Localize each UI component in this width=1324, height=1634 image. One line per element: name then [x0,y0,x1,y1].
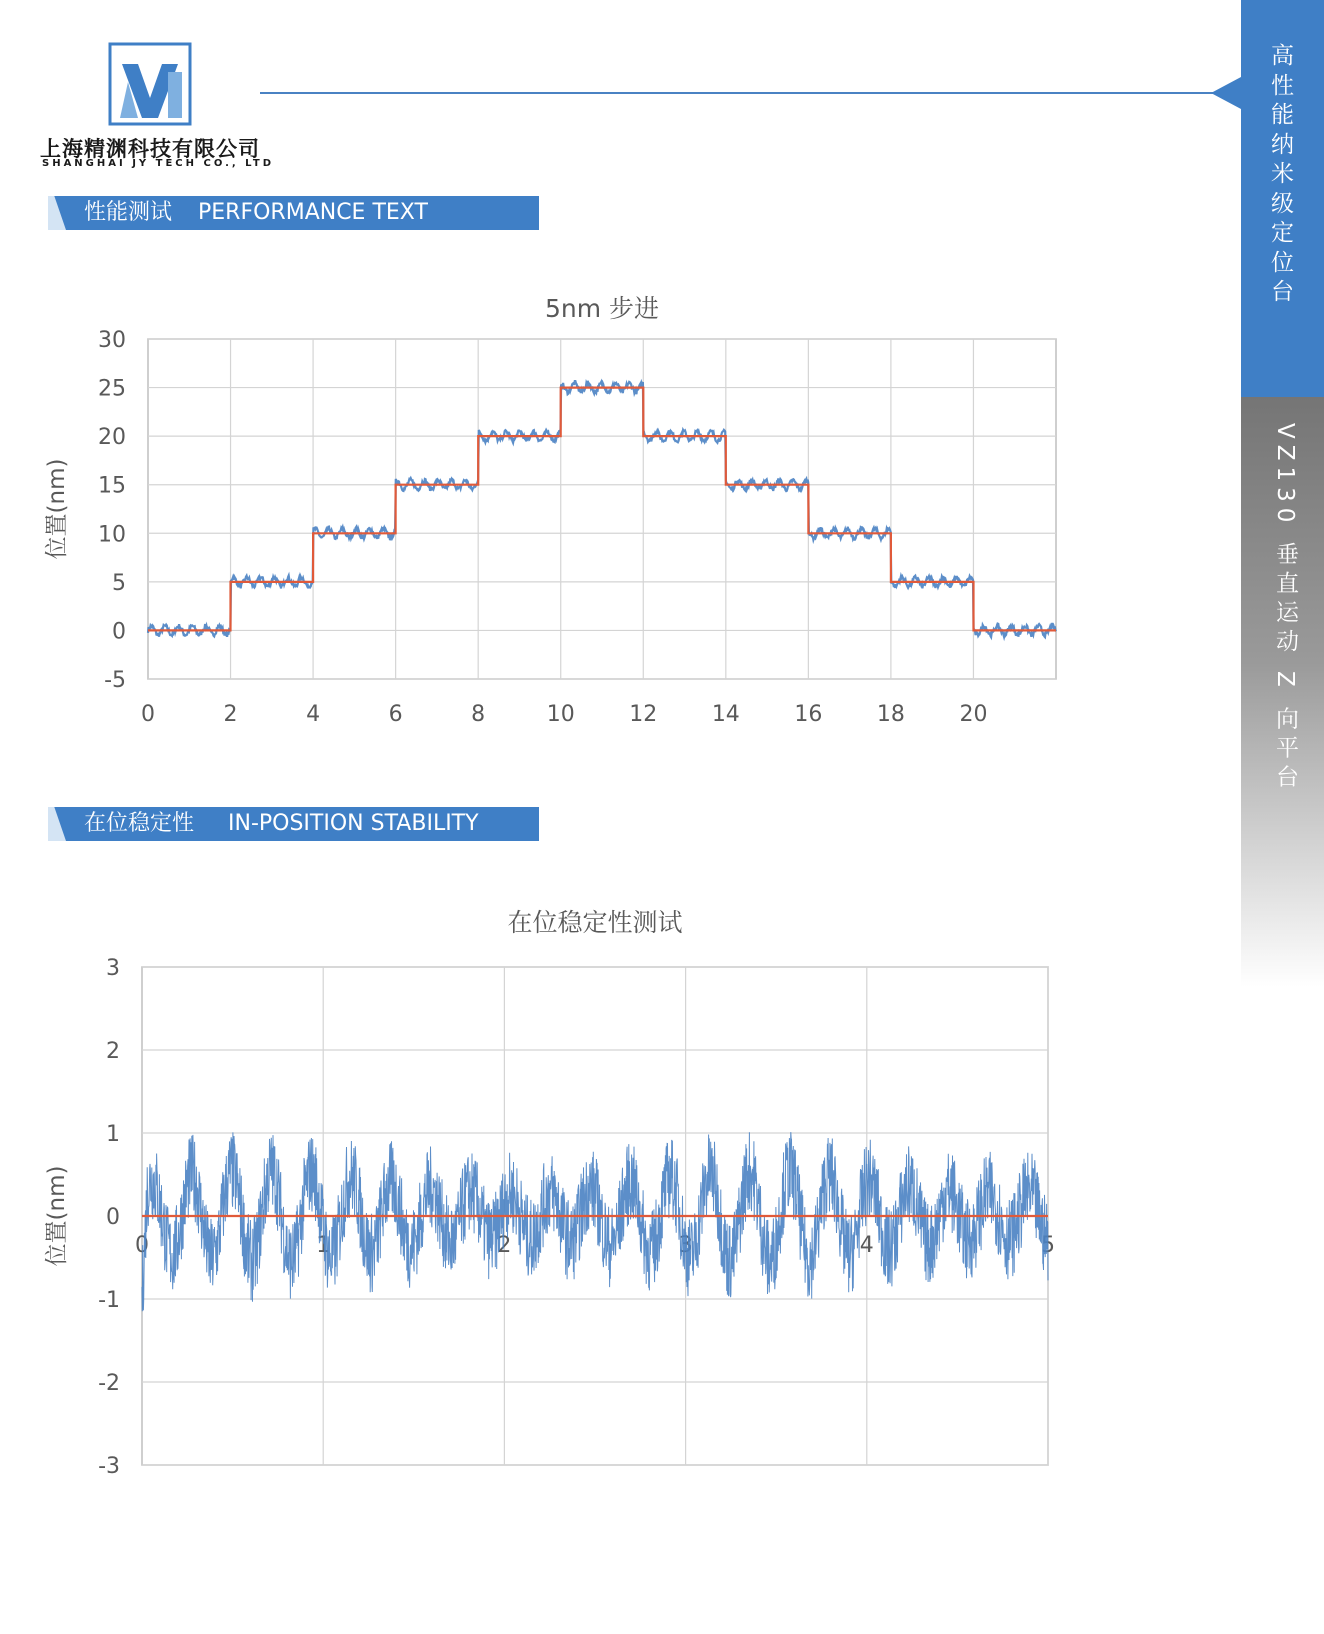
company-logo [40,38,275,173]
x-tick-label: 10 [546,702,575,727]
side-tab-char: 高 [1271,43,1294,69]
x-tick-label: 0 [135,1233,149,1258]
x-tick-label: 2 [223,702,238,727]
side-tab-category [1241,0,1324,397]
y-tick-label: -2 [98,1371,120,1396]
x-tick-label: 12 [629,702,658,727]
y-tick-label: -5 [104,668,126,693]
side-tab-char: 米 [1271,161,1294,187]
section-title-cn: 性能测试 [84,200,173,225]
y-axis-label: 位置(nm) [44,458,70,560]
side-tab-char: 台 [1271,279,1294,305]
section-header-stability [48,807,539,841]
side-tab-char: 能 [1271,102,1294,128]
x-tick-label: 20 [959,702,988,727]
section-title-cn: 在位稳定性 [84,811,195,836]
step-response-chart [40,285,1100,755]
header-arrow-icon [1211,77,1241,109]
y-tick-label: 15 [98,473,126,499]
y-tick-label: 2 [106,1039,120,1064]
y-tick-label: 0 [106,1205,120,1230]
x-tick-label: 3 [678,1233,693,1258]
side-tab-char: 性 [1271,72,1294,99]
x-tick-label: 2 [497,1233,512,1258]
y-tick-label: 0 [112,619,126,645]
y-axis-label: 位置(nm) [44,1165,70,1267]
x-tick-label: 14 [711,702,740,727]
section-title-en: IN-POSITION STABILITY [228,811,479,836]
section-title-en: PERFORMANCE TEXT [198,200,428,225]
x-tick-label: 1 [316,1233,331,1258]
chart-title: 5nm 步进 [544,294,660,323]
side-tab-model-label: VZ130 垂直运动 Z 向平台 [1272,423,1298,794]
y-tick-label: 1 [106,1122,120,1147]
jy-logo-icon [108,42,192,126]
side-tab-char: 位 [1271,249,1294,276]
y-tick-label: 5 [112,570,126,596]
side-tab-char: 纳 [1271,131,1294,158]
x-tick-label: 16 [794,702,823,727]
x-tick-label: 5 [1041,1233,1055,1258]
x-tick-label: 4 [306,702,321,727]
x-tick-label: 0 [141,702,155,727]
side-tab-char: 级 [1271,190,1294,217]
y-tick-label: -1 [98,1288,120,1313]
x-tick-label: 4 [859,1233,874,1258]
company-name-cn: 上海精渊科技有限公司 [40,137,260,161]
section-header-performance [48,196,539,230]
side-tab-model [1241,397,1324,987]
y-tick-label: 20 [98,425,126,451]
y-tick-label: -3 [98,1454,120,1479]
header-divider [260,92,1215,94]
side-tab-char: 定 [1271,220,1294,246]
side-tab-category-label [1241,42,1324,308]
x-tick-label: 18 [876,702,905,727]
y-tick-label: 30 [98,328,126,353]
section-tab-decoration [48,196,66,230]
y-tick-label: 3 [106,956,120,981]
y-tick-label: 25 [98,376,126,402]
x-tick-label: 8 [471,702,486,727]
company-name-en: SHANGHAI JY TECH CO., LTD [42,158,275,169]
plot-area [148,339,1056,679]
x-tick-label: 6 [388,702,403,727]
y-tick-label: 10 [98,522,126,548]
section-tab-decoration [48,807,66,841]
stability-chart [40,905,1100,1545]
chart-title: 在位稳定性测试 [507,908,683,937]
